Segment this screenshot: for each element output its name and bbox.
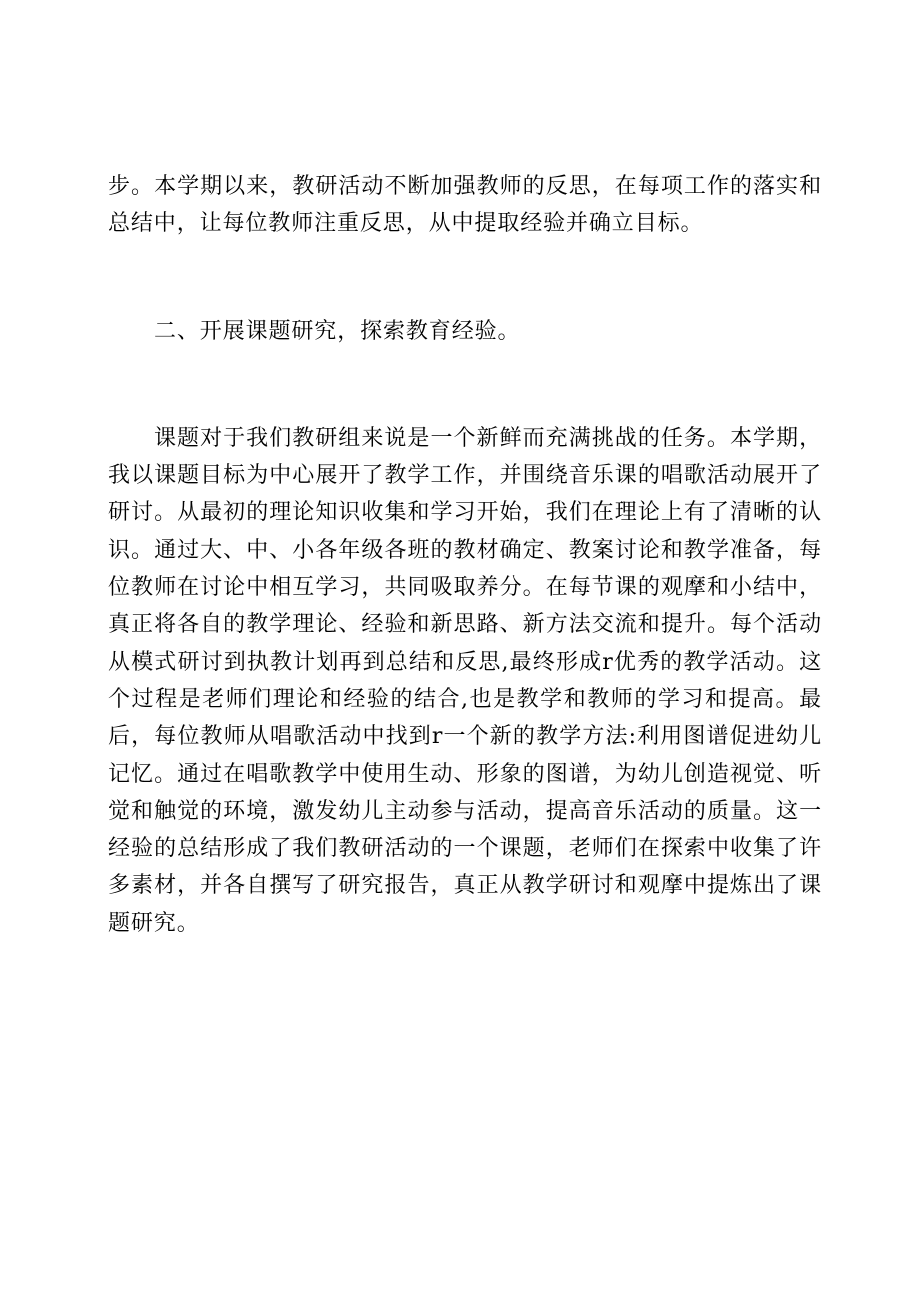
paragraph-continuation: 步。本学期以来，教研活动不断加强教师的反思，在每项工作的落实和总结中，让每位教师注重反思，从中提取经验并确立目标。: [108, 174, 822, 237]
document-page: [108, 168, 822, 942]
paragraph-research: 课题对于我们教研组来说是一个新鲜而充满挑战的任务。本学期，我以课题目标为中心展开了教学工作，并围绕音乐课的唱歌活动展开了研讨。从最初的理论知识收集和学习开始，我们在理论上有了清晰的认识。通过大、中、小各年级各班的教材确定、教案讨论和教学准备，每位教师在讨论中相互学习，共同吸取养分。在每节课的观摩和小结中，真正将各自的教学理论、经验和新思路、新方法交流和提升。每个活动从模式研讨到执教计划再到总结和反思,最终形成r优秀的教学活动。这个过程是老师们理论和经验的结合,也是教学和教师的学习和提高。最后，每位教师从唱歌活动中找到r一个新的教学方法:利用图谱促进幼儿记忆。通过在唱歌教学中使用生动、形象的图谱，为幼儿创造视觉、听觉和触觉的环境，激发幼儿主动参与活动，提高音乐活动的质量。这一经验的总结形成了我们教研活动的一个课题，老师们在探索中收集了许多素材，并各自撰写了研究报告，真正从教学研讨和观摩中提炼出了课题研究。: [108, 425, 822, 936]
section-heading: 二、开展课题研究，探索教育经验。: [154, 318, 521, 344]
